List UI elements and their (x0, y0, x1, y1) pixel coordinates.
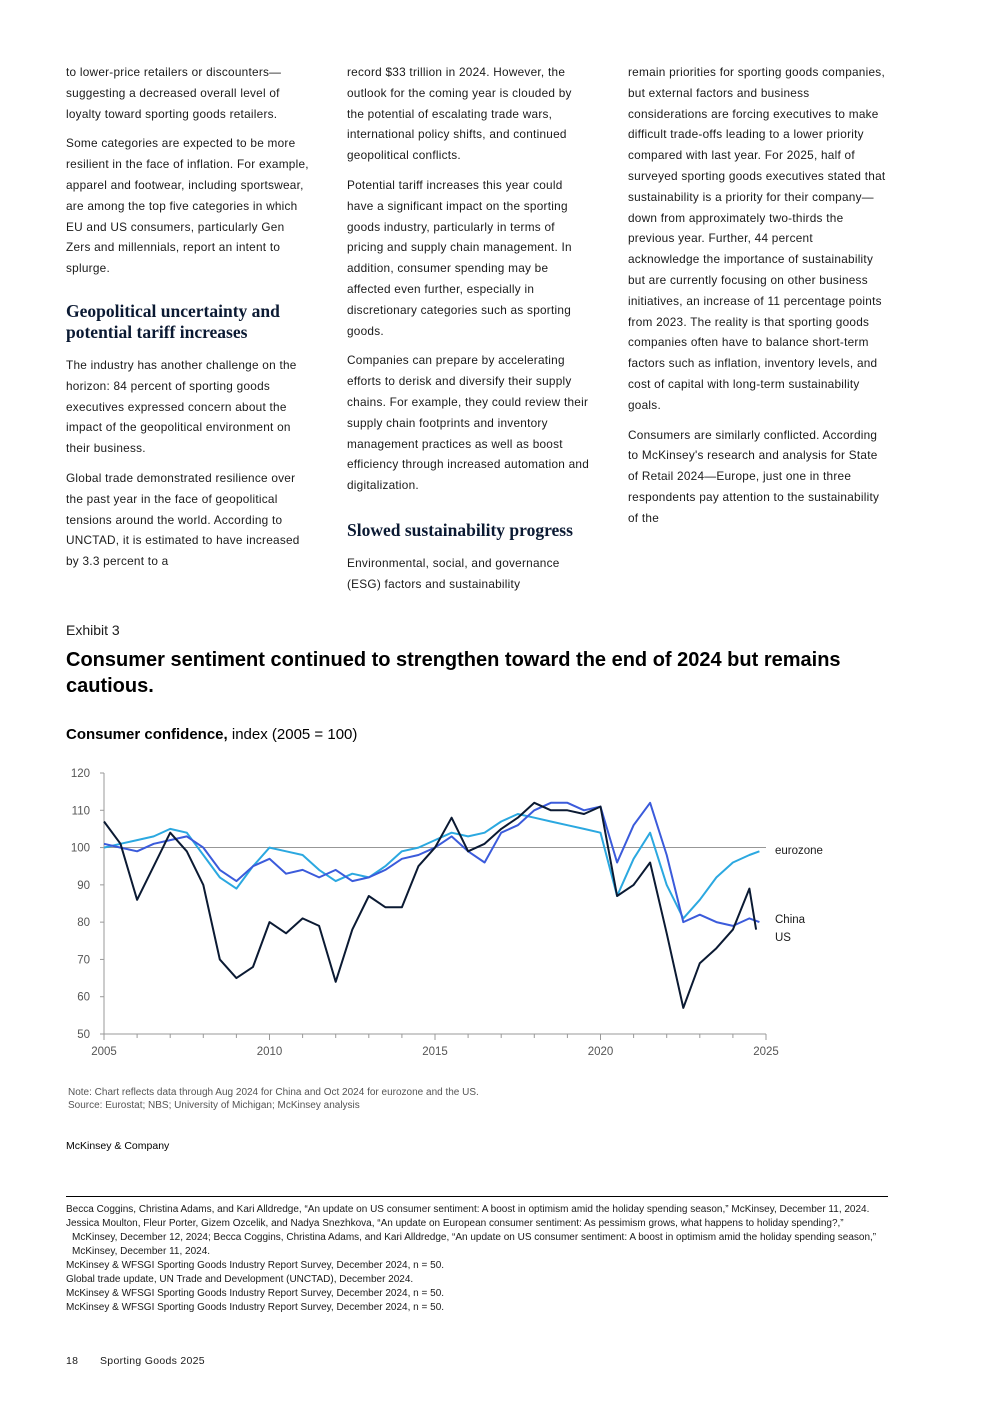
y-tick-label: 60 (77, 991, 90, 1004)
chart-notes (68, 1086, 479, 1112)
x-tick-label: 2005 (91, 1046, 117, 1058)
body-paragraph: Global trade demonstrated resilience over the past year in the face of geopolitical tensions around the world. According to UNCTAD, it is estimated to have increased by 3.3 percent to a (66, 470, 300, 569)
body-paragraph: Some categories are expected to be more resilient in the face of inflation. For example, apparel and footwear, including sportswear, are among the top five categories in which EU and US consumers, particularly Gen Zers and millennials, report an intent to splurge. (66, 136, 309, 276)
footnote: McKinsey & WFSGI Sporting Goods Industry Report Survey, December 2024, n = 50. (66, 1302, 445, 1313)
legend-label-us: US (775, 932, 791, 944)
exhibit-label: Exhibit 3 (66, 622, 120, 638)
brand-name: McKinsey & Company (66, 1140, 170, 1152)
body-paragraph: Environmental, social, and governance (ESG) factors and sustainability (347, 555, 560, 591)
article-column-2 (347, 62, 592, 604)
y-tick-label: 100 (70, 842, 90, 855)
exhibit-title: Consumer sentiment continued to strengthen toward the end of 2024 but remains cautious. (66, 649, 841, 697)
chart-note: Note: Chart reflects data through Aug 2024 for China and Oct 2024 for eurozone and the US. (68, 1087, 479, 1098)
footnote: McKinsey & WFSGI Sporting Goods Industry Report Survey, December 2024, n = 50. (66, 1260, 445, 1271)
footnote: Becca Coggins, Christina Adams, and Kari Alldredge, “An update on US consumer sentiment: A boost in optimism amid the holiday spending season,” McKinsey, December 11, 2024. (66, 1204, 870, 1215)
page-footer (66, 1355, 205, 1367)
footnotes (66, 1203, 888, 1315)
y-tick-label: 50 (77, 1029, 90, 1041)
body-paragraph: The industry has another challenge on the horizon: 84 percent of sporting goods executives expressed concern about the impact of the geopolitical environment on their business. (66, 357, 297, 456)
footnote: McKinsey & WFSGI Sporting Goods Industry Report Survey, December 2024, n = 50. (66, 1288, 445, 1299)
x-tick-label: 2015 (422, 1046, 448, 1058)
article-column-3 (628, 62, 888, 538)
chart-subtitle (66, 726, 357, 743)
section-heading: Geopolitical uncertainty and potential tariff increases (66, 300, 280, 342)
body-paragraph: to lower-price retailers or discounters—suggesting a decreased overall level of loyalty toward sporting goods retailers. (66, 65, 282, 121)
body-paragraph: record $33 trillion in 2024. However, the outlook for the coming year is clouded by the potential of escalating trade wars, international policy shifts, and continued geopolitical conflicts. (347, 65, 572, 163)
y-tick-label: 120 (70, 768, 90, 780)
footnote: Global trade update, UN Trade and Development (UNCTAD), December 2024. (66, 1274, 414, 1285)
publication-name: Sporting Goods 2025 (100, 1355, 205, 1367)
body-paragraph: Consumers are similarly conflicted. According to McKinsey's research and analysis for State of Retail 2024—Europe, just one in three respondents pay attention to the sustainability of the (628, 427, 880, 525)
legend-label-china: China (775, 914, 806, 926)
article-columns (66, 62, 906, 591)
series-line-china (104, 803, 756, 1008)
page-number: 18 (66, 1355, 79, 1367)
body-paragraph: Potential tariff increases this year could have a significant impact on the sporting goods industry, particularly in terms of pricing and supply chain management. In addition, consumer spending may be affected even further, especially in discretionary categories such as sporting goods. (347, 177, 572, 338)
section-heading: Slowed sustainability progress (347, 519, 573, 540)
article-column-1 (66, 62, 311, 581)
consumer-confidence-chart (50, 760, 823, 1065)
series-line-eurozone (104, 814, 759, 918)
chart-subtitle-bold: Consumer confidence, (66, 726, 228, 743)
y-tick-label: 80 (77, 917, 90, 930)
x-tick-label: 2025 (753, 1046, 779, 1058)
y-tick-label: 110 (71, 805, 90, 818)
x-tick-label: 2020 (587, 1046, 614, 1058)
x-tick-label: 2010 (256, 1046, 283, 1058)
footnote: Jessica Moulton, Fleur Porter, Gizem Ozcelik, and Nadya Snezhkova, “An update on European consumer sentiment: As pessimism grows, what happens to holiday spending?,” McKinsey, December 12, 2024; Becca Coggins, Christina Adams, and Kari Alldredge, “An update on US consumer sentiment: A boost in optimism amid the holiday spending season,” McKinsey, December 11, 2024. (66, 1218, 877, 1257)
y-tick-label: 90 (77, 879, 90, 892)
chart-subtitle-unit: index (2005 = 100) (227, 726, 358, 743)
body-paragraph: Companies can prepare by accelerating efforts to derisk and diversify their supply chains. For example, they could review their supply chain footprints and inventory management practices as well as boost efficiency through increased automation and digitalization. (347, 353, 590, 493)
legend-label-eurozone: eurozone (775, 845, 823, 857)
body-paragraph: remain priorities for sporting goods companies, but external factors and business considerations are forcing executives to make difficult trade-offs leading to a lower priority compared with last year. For 2025, half of surveyed sporting goods executives stated that sustainability is a priority for their company—down from approximately two-thirds the previous year. Further, 44 percent acknowledge the importance of sustainability but are currently focusing on other business initiatives, an increase of 11 percentage points from 2023. The reality is that sporting goods companies often have to balance short-term factors such as inflation, inventory levels, and cost of capital with long-term sustainability goals. (628, 65, 886, 412)
y-tick-label: 70 (77, 954, 90, 967)
chart-source: Source: Eurostat; NBS; University of Michigan; McKinsey analysis (68, 1100, 360, 1111)
footnote-divider (66, 1196, 888, 1197)
